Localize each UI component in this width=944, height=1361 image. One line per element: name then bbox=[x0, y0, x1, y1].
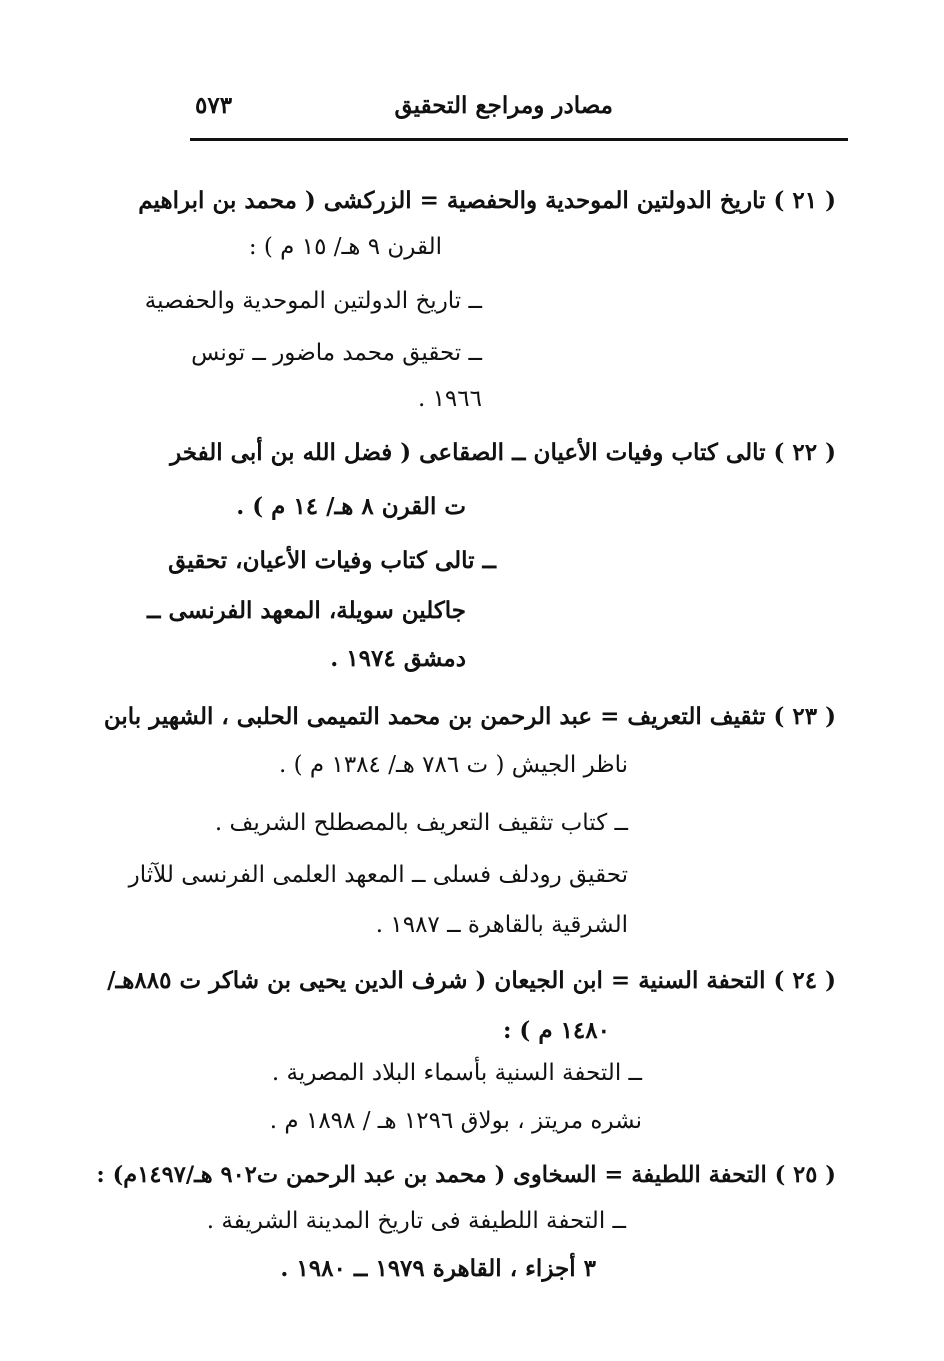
entry-line: القرن ٩ هـ/ ١٥ م ) : bbox=[248, 234, 442, 260]
entry-line: ــ كتاب تثقيف التعريف بالمصطلح الشريف . bbox=[214, 810, 628, 836]
entry-line: ــ تحقيق محمد ماضور ــ تونس bbox=[191, 340, 482, 366]
page-number: ٥٧٣ bbox=[195, 92, 233, 119]
entry-line: ــ التحفة السنية بأسماء البلاد المصرية . bbox=[271, 1060, 642, 1086]
entry-line: ١٤٨٠ م ) : bbox=[502, 1017, 610, 1044]
entry-line: ناظر الجيش ( ت ٧٨٦ هـ/ ١٣٨٤ م ) . bbox=[279, 752, 628, 778]
running-title: مصادر ومراجع التحقيق bbox=[394, 92, 613, 119]
page-header bbox=[190, 92, 848, 136]
entry-heading-line: ( ٢١ ) تاريخ الدولتين الموحدية والحفصية = الزركشى ( محمد بن ابراهيم bbox=[138, 187, 836, 214]
entry-heading-line: ( ٢٥ ) التحفة اللطيفة = السخاوى ( محمد بن عبد الرحمن ت٩٠٢ هـ/١٤٩٧م) : bbox=[96, 1162, 836, 1188]
entry-heading-line: ( ٢٣ ) تثقيف التعريف = عبد الرحمن بن محمد التميمى الحلبى ، الشهير بابن bbox=[103, 703, 836, 730]
entry-line: ــ تاريخ الدولتين الموحدية والحفصية bbox=[144, 288, 482, 314]
entry-line: دمشق ١٩٧٤ . bbox=[330, 645, 466, 672]
entry-line: نشره مريتز ، بولاق ١٢٩٦ هـ / ١٨٩٨ م . bbox=[269, 1108, 642, 1134]
entry-line: ٣ أجزاء ، القاهرة ١٩٧٩ ــ ١٩٨٠ . bbox=[280, 1255, 596, 1282]
entry-heading-line: ( ٢٢ ) تالى كتاب وفيات الأعيان ــ الصقاعى ( فضل الله بن أبى الفخر bbox=[170, 439, 836, 466]
entry-line: جاكلين سويلة، المعهد الفرنسى ــ bbox=[147, 597, 466, 624]
entry-line: ت القرن ٨ هـ/ ١٤ م ) . bbox=[236, 493, 466, 520]
entry-line: ــ تالى كتاب وفيات الأعيان، تحقيق bbox=[168, 547, 496, 574]
header-rule bbox=[190, 138, 848, 141]
entry-line: الشرقية بالقاهرة ــ ١٩٨٧ . bbox=[375, 912, 628, 938]
entry-line: تحقيق رودلف فسلى ــ المعهد العلمى الفرنسى للآثار bbox=[128, 862, 628, 888]
entry-heading-line: ( ٢٤ ) التحفة السنية = ابن الجيعان ( شرف الدين يحيى بن شاكر ت ٨٨٥هـ/ bbox=[107, 967, 836, 994]
entry-line: ١٩٦٦ . bbox=[417, 386, 482, 412]
entry-line: ــ التحفة اللطيفة فى تاريخ المدينة الشريفة . bbox=[206, 1208, 626, 1234]
